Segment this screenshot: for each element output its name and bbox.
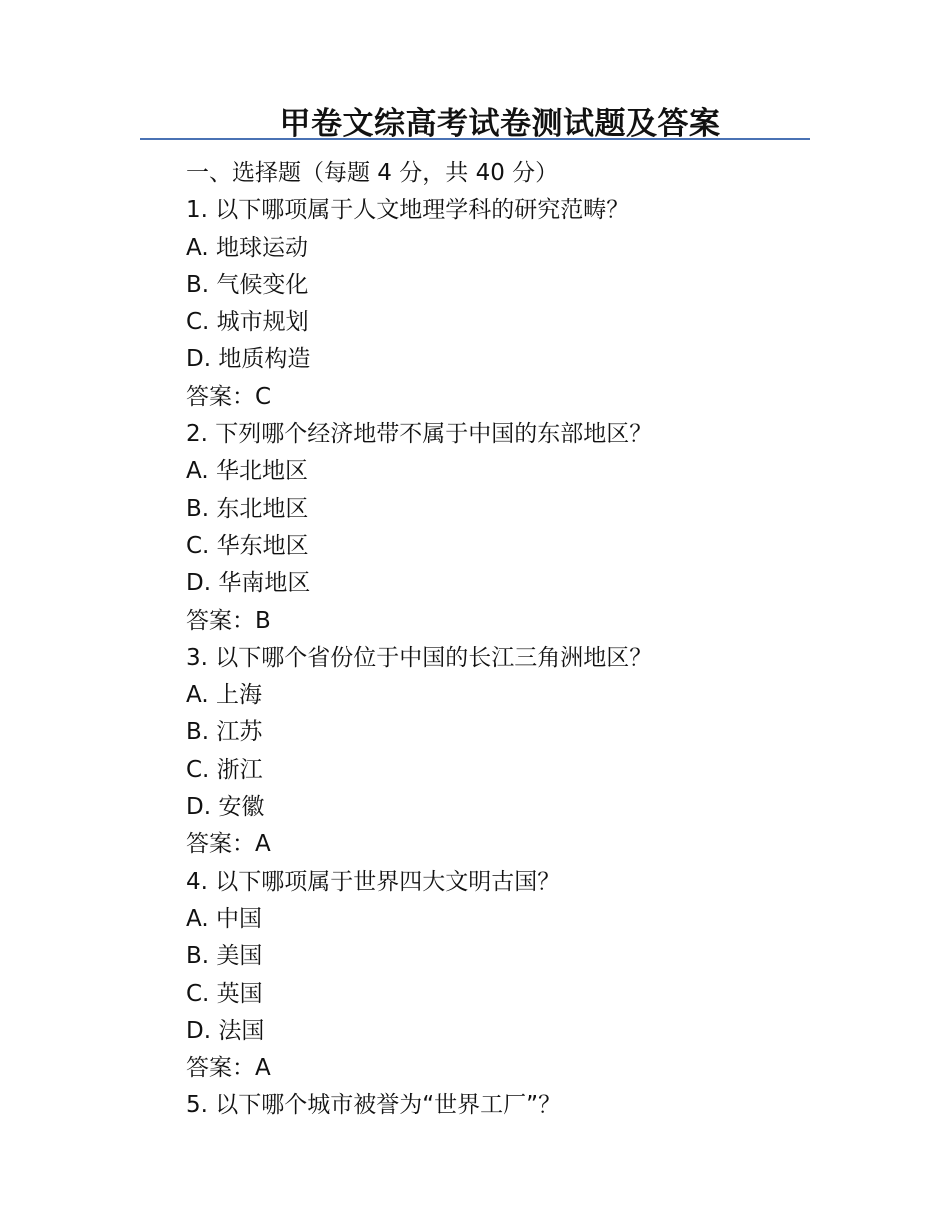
answer-line: 答案：A [186,1055,271,1082]
option-b: B. 气候变化 [186,271,309,298]
option-a: A. 地球运动 [186,234,308,261]
question-text: 1. 以下哪项属于人文地理学科的研究范畴？ [186,197,630,224]
option-c: C. 英国 [186,980,263,1007]
question-2 [186,416,866,640]
question-4 [186,864,866,1088]
option-a: A. 华北地区 [186,458,308,485]
option-d: D. 法国 [186,1017,265,1044]
question-text: 4. 以下哪项属于世界四大文明古国？ [186,868,561,895]
option-c: C. 城市规划 [186,309,309,336]
option-a: A. 中国 [186,905,262,932]
title-underline [140,138,810,140]
question-3 [186,640,866,864]
document-body [186,155,866,1125]
option-d: D. 安徽 [186,794,265,821]
document-title: 甲卷文综高考试卷测试题及答案 [279,106,721,142]
option-b: B. 江苏 [186,719,263,746]
option-b: B. 东北地区 [186,495,309,522]
question-1 [186,192,866,416]
option-c: C. 浙江 [186,756,263,783]
answer-line: 答案：C [186,383,272,410]
option-b: B. 美国 [186,943,263,970]
answer-line: 答案：A [186,831,271,858]
question-text: 2. 下列哪个经济地带不属于中国的东部地区？ [186,421,653,448]
question-5 [186,1087,866,1124]
option-d: D. 地质构造 [186,346,311,373]
answer-line: 答案：B [186,607,271,634]
option-c: C. 华东地区 [186,532,309,559]
section-heading: 一、选择题（每题 4 分，共 40 分） [186,160,559,186]
question-text: 5. 以下哪个城市被誉为“世界工厂”？ [186,1092,562,1119]
option-a: A. 上海 [186,682,262,709]
question-text: 3. 以下哪个省份位于中国的长江三角洲地区？ [186,644,653,671]
option-d: D. 华南地区 [186,570,311,597]
